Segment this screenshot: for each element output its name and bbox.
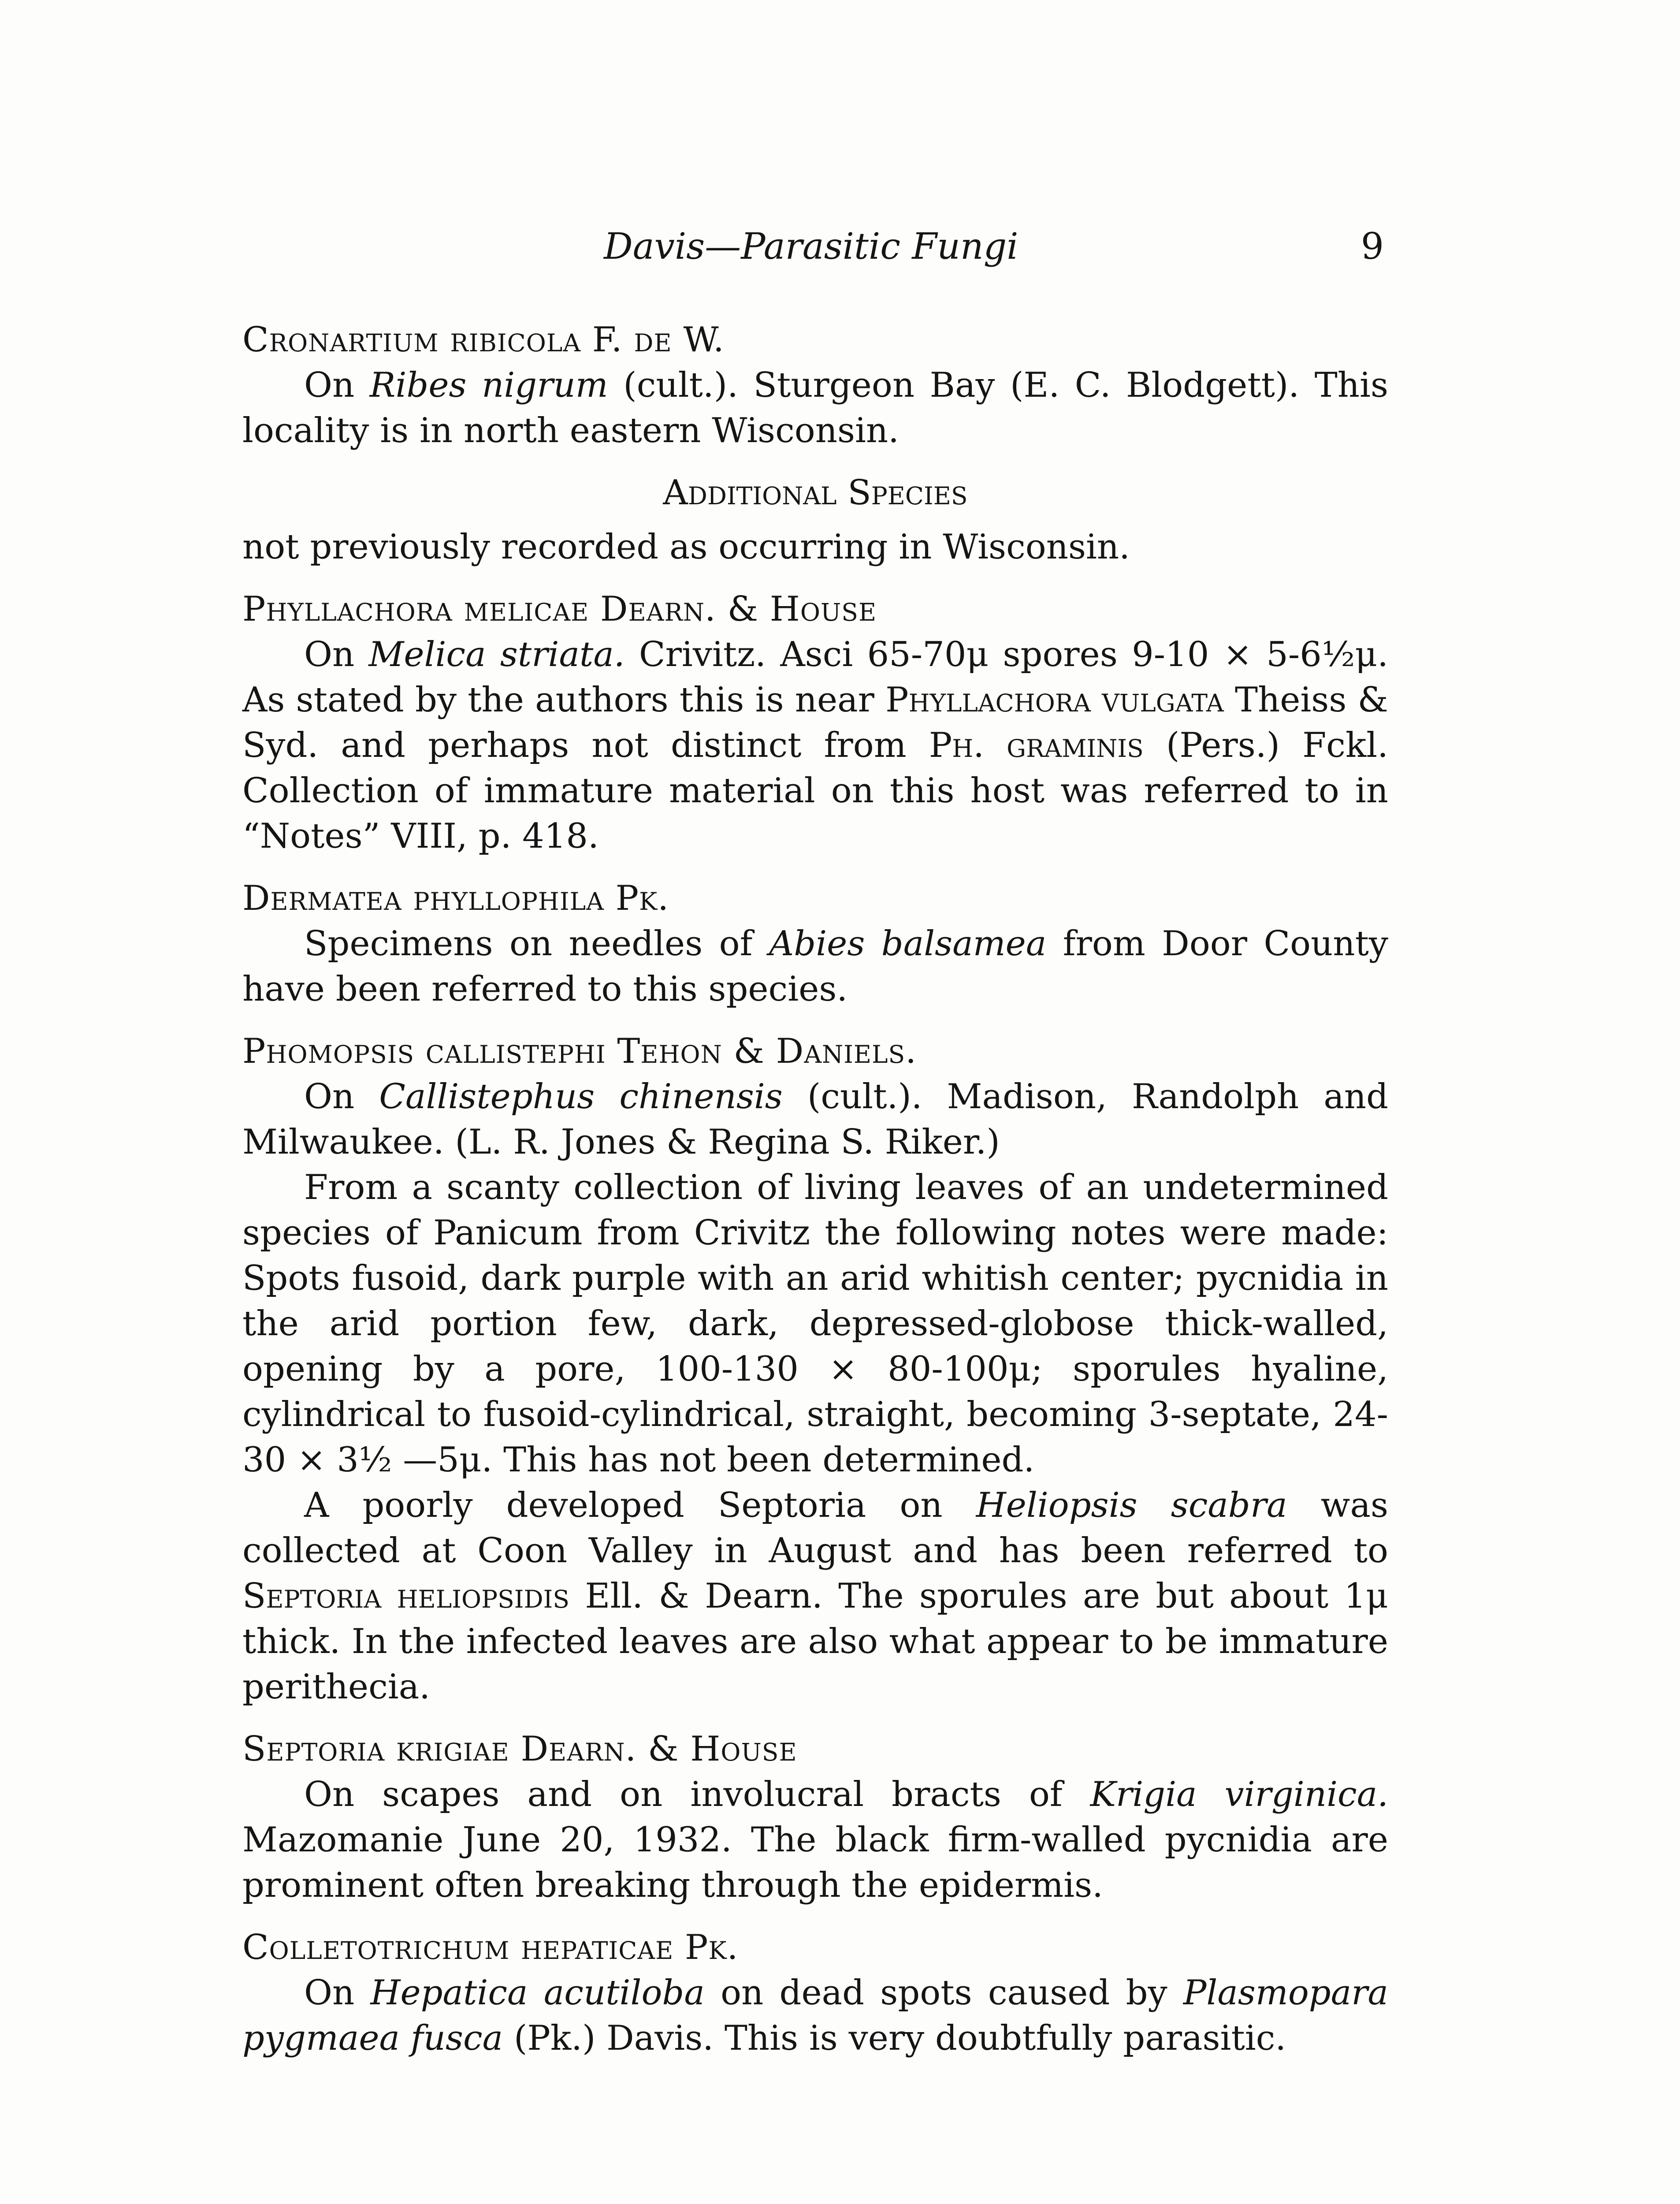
pathogen-name: Plasmopara pygmaea fusca [242, 1973, 1388, 2058]
host-name: Callistephus chinensis [379, 1077, 783, 1117]
species-authority: Pk. [673, 1928, 739, 1967]
species-heading [242, 1727, 1388, 1772]
entry-phyllachora [242, 587, 1388, 859]
species-heading [242, 317, 1388, 363]
paragraph: From a scanty collection of living leaves of an undetermined species of Panicum from Crivitz the following notes were made: Spots fusoid, dark purple with an arid whitish center; pycnidia in the arid portion few, dark, depressed-globose thick-walled, opening by a pore, 100-130 × 80-100μ; sporules hyaline, cylindrical to fusoid-cylindrical, straight, becoming 3-septate, 24-30 × 3½ —5μ. This has not been determined. [242, 1168, 1388, 1480]
host-name: Hepatica acutiloba [370, 1973, 705, 2013]
text: was collected at Coon Valley in August and has been referred to [242, 1485, 1388, 1571]
page-number: 9 [1360, 226, 1384, 268]
species-authority: Pk. [604, 879, 669, 918]
text: On [304, 1973, 371, 2013]
entry-phomopsis [242, 1029, 1388, 1710]
species-heading [242, 587, 1388, 632]
paragraph [242, 1483, 1388, 1710]
host-name: Melica striata. [368, 635, 625, 674]
text: A poorly developed Septoria on [304, 1485, 976, 1525]
text: on dead spots caused by [704, 1973, 1183, 2013]
host-name: Ribes nigrum [369, 365, 608, 405]
species-authority: F. de W. [581, 320, 725, 360]
species-reference: Ph. graminis [929, 726, 1144, 765]
species-authority: Tehon & Daniels. [606, 1031, 917, 1071]
text: (Pers.) Fckl. Collection of immature material on this host was referred to in “Notes” VIII, p. 418. [242, 726, 1389, 856]
text: Ell. & Dearn. The sporules are but about 1μ thick. In the infected leaves are also what appear to be immature perithecia. [242, 1576, 1388, 1707]
species-authority: Dearn. & House [509, 1729, 797, 1769]
text: from Door County have been referred to this species. [242, 924, 1388, 1009]
section-subheading: not previously recorded as occurring in Wisconsin. [242, 527, 1130, 567]
paragraph [242, 1772, 1388, 1908]
entry-dermatea [242, 876, 1388, 1012]
entry-septoria [242, 1727, 1388, 1908]
paragraph [242, 632, 1388, 859]
species-name: Phomopsis callistephi [242, 1031, 606, 1071]
entry-cronartium [242, 317, 1388, 454]
species-heading [242, 1029, 1388, 1074]
host-name: Krigia virginica. [1090, 1775, 1388, 1814]
section-subheading-block [242, 525, 1388, 570]
species-heading [242, 1925, 1388, 1970]
species-name: Phyllachora melicae [242, 589, 589, 629]
paragraph [242, 1970, 1388, 2061]
page-body [242, 317, 1388, 2078]
host-name: Heliopsis scabra [976, 1485, 1287, 1525]
text: On [304, 365, 370, 405]
species-reference: Phyllachora vulgata [885, 680, 1224, 720]
running-title: Davis—Parasitic Fungi [604, 226, 1018, 268]
paragraph [242, 363, 1388, 454]
text: On scapes and on involucral bracts of [304, 1775, 1090, 1814]
text: (cult.). Sturgeon Bay (E. C. Blodgett). This locality is in north eastern Wisconsin. [242, 365, 1388, 450]
species-reference: Septoria heliopsidis [242, 1576, 569, 1616]
text: Theiss & Syd. and perhaps not distinct from [242, 680, 1388, 765]
paragraph [242, 1074, 1388, 1165]
species-name: Septoria krigiae [242, 1729, 509, 1769]
species-authority: Dearn. & House [589, 589, 877, 629]
text: Specimens on needles of [304, 924, 769, 964]
species-name: Dermatea phyllophila [242, 879, 604, 918]
text: Crivitz. Asci 65-70μ spores 9-10 × 5-6½μ. As stated by the authors this is near [242, 635, 1388, 720]
text: (cult.). Madison, Randolph and Milwaukee. (L. R. Jones & Regina S. Riker.) [242, 1077, 1389, 1162]
text: Mazomanie June 20, 1932. The black firm-walled pycnidia are prominent often breaking through the epidermis. [242, 1820, 1388, 1905]
species-name: Cronartium ribicola [242, 320, 581, 360]
paragraph [242, 921, 1388, 1012]
text: On [304, 1077, 379, 1117]
entry-colletotrichum [242, 1925, 1388, 2061]
section-heading: Additional Species [663, 473, 968, 513]
host-name: Abies balsamea [769, 924, 1047, 964]
text: On [304, 635, 369, 674]
species-name: Colletotrichum hepaticae [242, 1928, 674, 1967]
page-header [242, 226, 1388, 274]
text: (Pk.) Davis. This is very doubtfully parasitic. [503, 2018, 1286, 2058]
species-heading [242, 876, 1388, 921]
